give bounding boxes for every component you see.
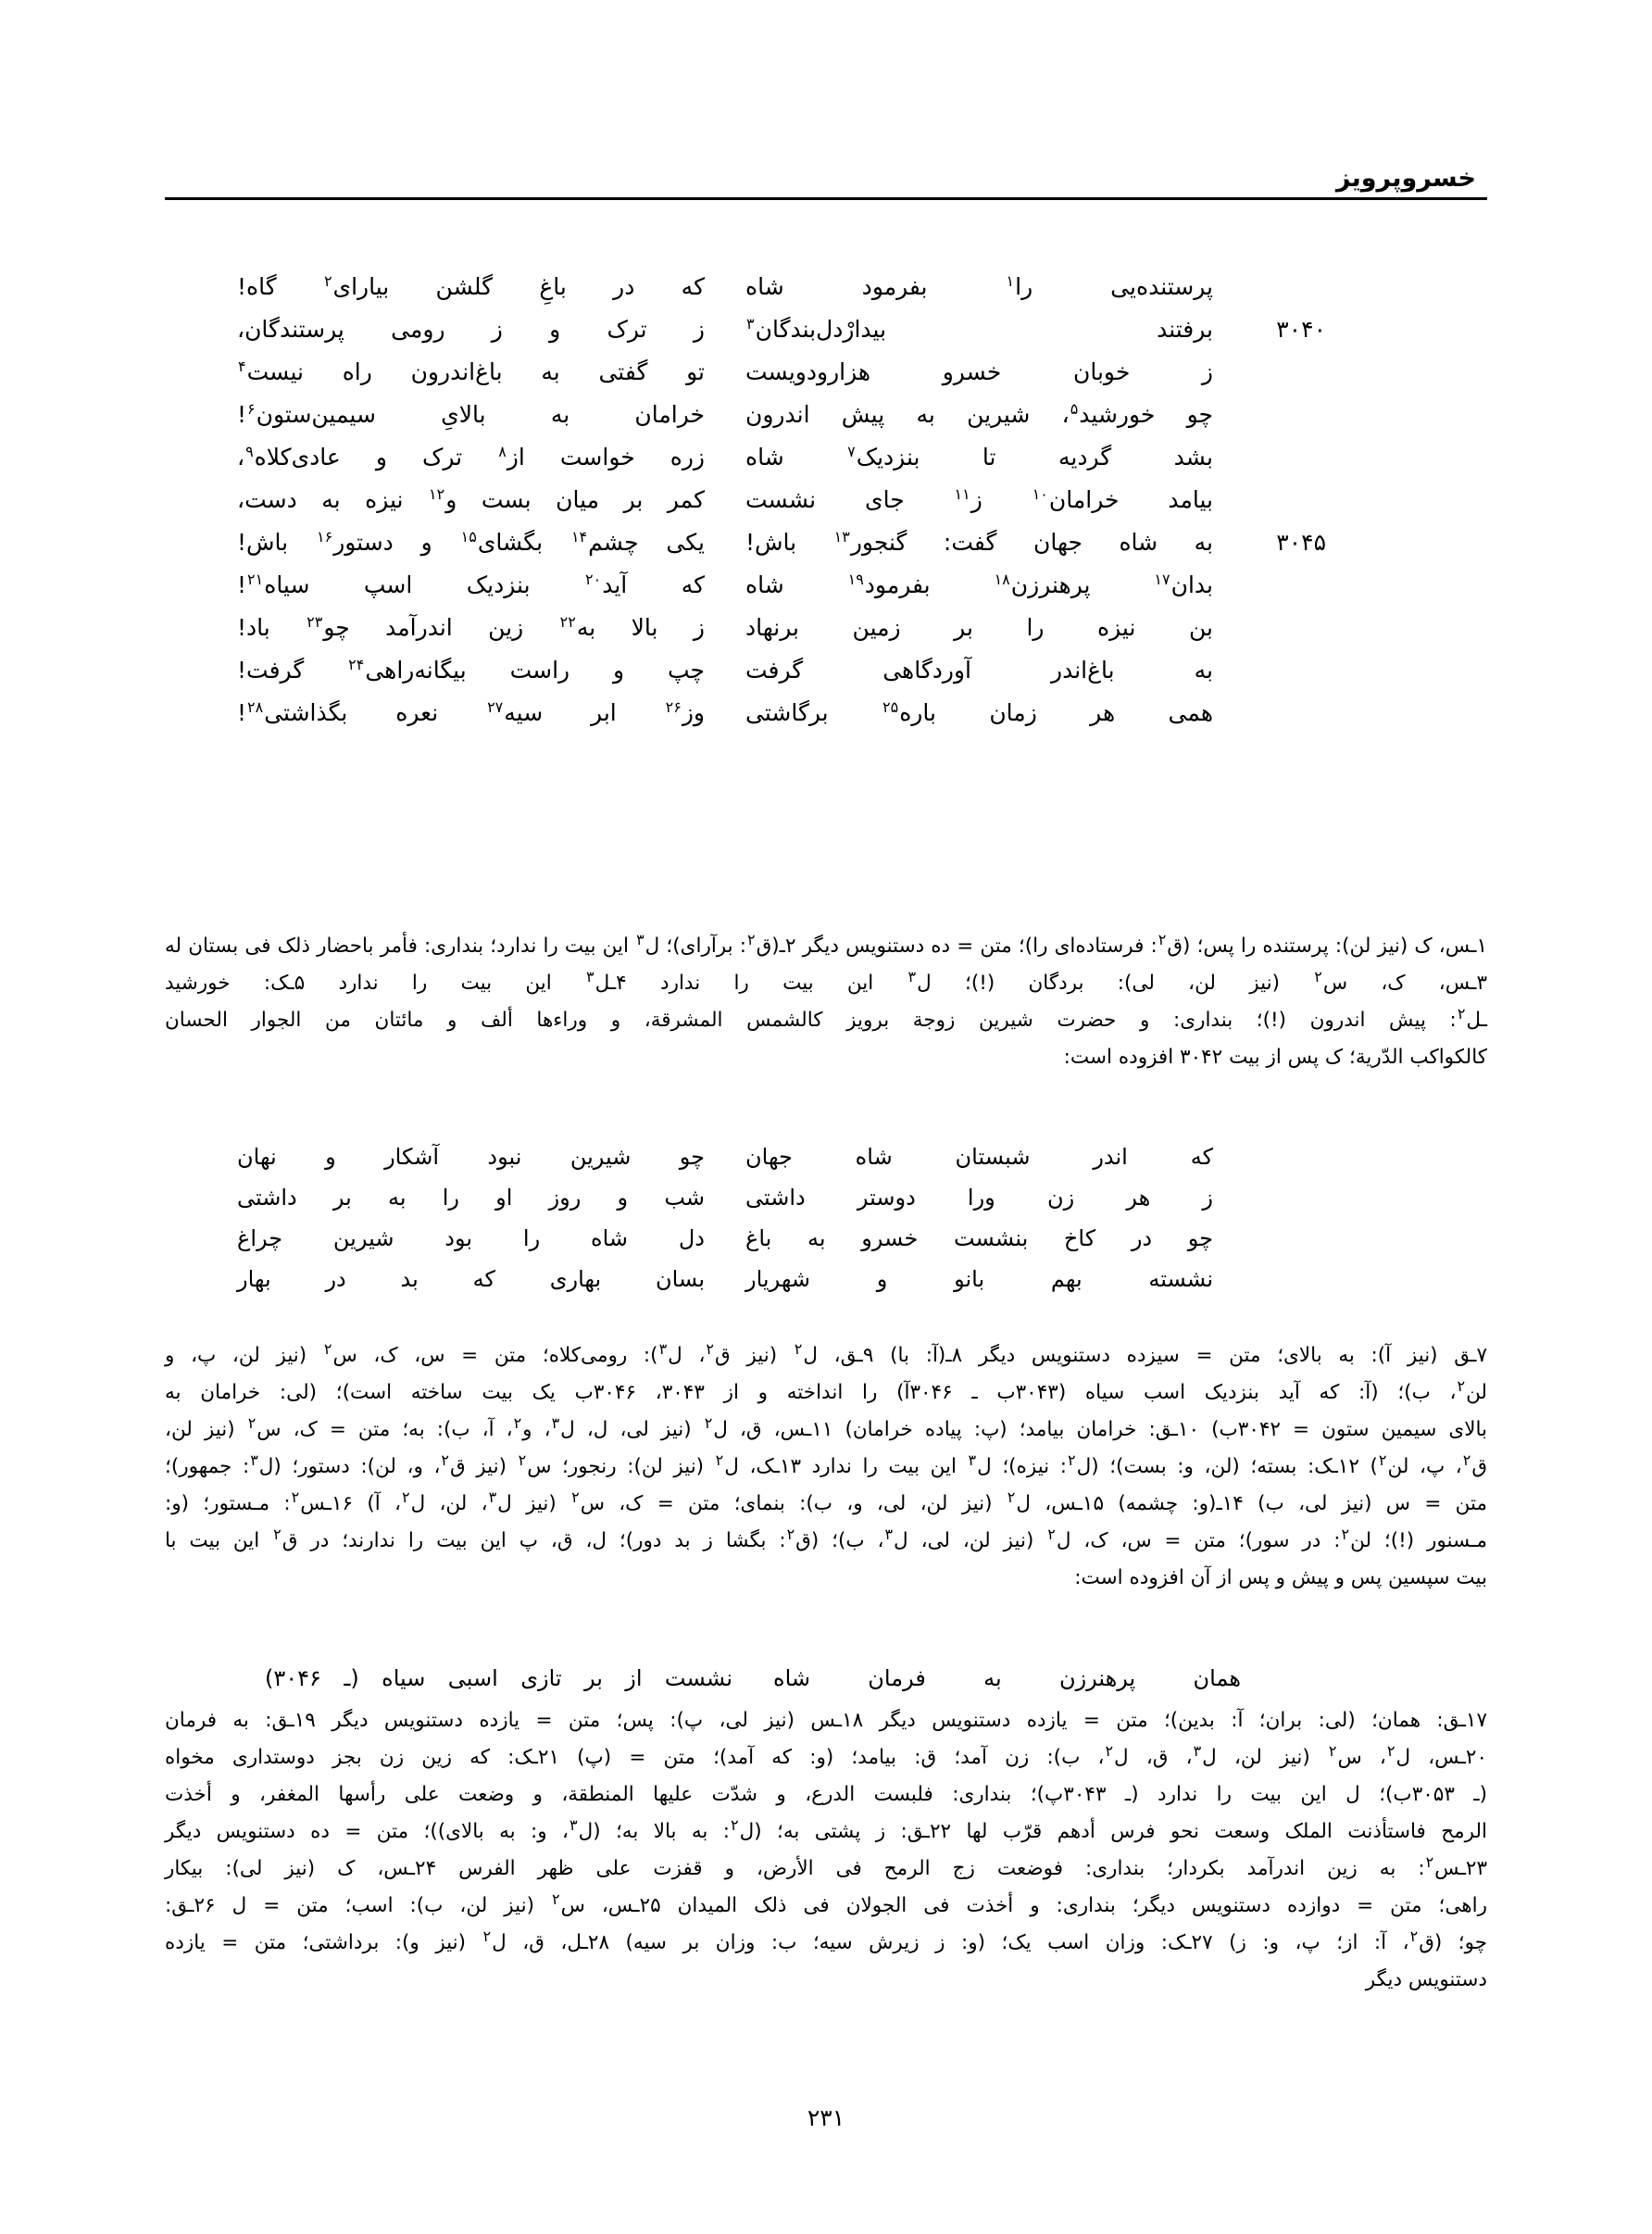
hemistich-left: کمر بر میان بست و$^{۱۲}$ نیزه به دست، xyxy=(237,484,706,513)
page-number: ۲۳۱ xyxy=(807,2104,845,2131)
bayt-number: ۳۰۴۵ xyxy=(1276,529,1326,556)
apparatus-note-line: دستنویس دیگر xyxy=(1365,1968,1487,1991)
hemistich-right: به شاه جهان گفت: گنجور$^{۱۳}$ باش! ۳۰۴۵ xyxy=(714,522,1213,563)
verse-line xyxy=(237,1260,1213,1300)
verse-line xyxy=(237,267,1213,309)
verse-line xyxy=(237,1219,1213,1260)
apparatus-note-line: (ـ ۳۰۵۳ب)؛ ل این بیت را ندارد (ـ ۳۰۴۳پ)؛ بنداری: فلبست الدرع، و شدّت علیها المنطقة، و وضعت علی رأسها المغفر، و أخذت xyxy=(165,1783,1487,1806)
verse-line xyxy=(237,565,1213,608)
hemistich-left: ز بالا به$^{۲۲}$ زین اندرآمد چو$^{۲۳}$ باد! xyxy=(237,612,705,641)
apparatus-note-line: ـل$^۲$: پیش اندرون (!)؛ بنداری: و حضرت شیرین زوجة برویز کالشمس المشرقة، و وراءها ألف و مائتان من الجوار الحسان xyxy=(165,1004,1487,1032)
hemistich-left: ز ترک و ز رومی پرستندگان، xyxy=(237,316,705,343)
quoted-single-verse xyxy=(265,1658,1241,1701)
hemistich-right: بدان$^{۱۷}$ پرهنرزن$^{۱۸}$ بفرمود$^{۱۹}$ شاه xyxy=(745,570,1213,598)
hemistich-left: شب و روز او را به بر داشتی xyxy=(237,1185,705,1211)
hemistich-left: چو شیرین نبود آشکار و نهان xyxy=(237,1144,705,1170)
hemistich-left: نشست از بر تازی اسبی سیاه (ـ ۳۰۴۶) xyxy=(265,1665,732,1691)
apparatus-note-line: لن$^۲$، ب)؛ (آ: که آید بنزدیک اسب سیاه (۳۰۴۳ب ـ ۳۰۴۶آ) را انداخته و از ۳۰۴۳، ۳۰۴۶ب یک بیت ساخته است)؛ (لی: خرامان به xyxy=(165,1376,1487,1404)
hemistich-right: بیامد خرامان$^{۱۰}$ ز$^{۱۱}$ جای نشست xyxy=(745,484,1213,513)
hemistich-right: برفتند بیدارْدل‌بندگان$^۳$ ۳۰۴۰ xyxy=(714,309,1213,350)
apparatus-block-2 xyxy=(165,1337,1487,1597)
hemistich-left: که در باغِ گلشن بیارای$^۲$ گاه! xyxy=(237,271,705,300)
apparatus-note-line: راهی؛ متن = دوازده دستنویس دیگر؛ بنداری: و أخذت فی الجولان فی ذلک المیدان ۲۵ـس، س$^۲$ (نیز لن، ب): اسب؛ متن = ل ۲۶ـق: xyxy=(165,1889,1488,1917)
apparatus-note-line: مـسنور (!)؛ لن$^۲$: در سور)؛ متن = س، ک، ل$^۲$ (نیز لن، لی، ل$^۳$، ب)؛ (ق$^۲$: بگشا ز بد دور)؛ ل، ق، پ این بیت را ندارند؛ در ق$^۲$ این بیت با xyxy=(165,1525,1488,1552)
verse-line xyxy=(237,1137,1213,1178)
hemistich-left: چپ و راست بیگانه‌راهی$^{۲۴}$ گرفت! xyxy=(237,655,705,684)
verse-line xyxy=(237,395,1213,437)
bayt-number: ۳۰۴۰ xyxy=(1276,316,1326,343)
apparatus-block-1 xyxy=(165,928,1487,1076)
apparatus-note-line: الرمح فاستأذنت الملک وسعت نحو فرس أدهم قرّب لها ۲۲ـق: ز پشتی به؛ (ل$^۲$: به بالا به؛ (ل$^۳$، و: به بالای))؛ متن = ده دستنویس دیگر xyxy=(165,1815,1487,1843)
hemistich-left: وز$^{۲۶}$ ابر سیه$^{۲۷}$ نعره بگذاشتی$^{۲۸}$! xyxy=(237,697,705,726)
hemistich-left: که آید$^{۲۰}$ بنزدیک اسپ سیاه$^{۲۱}$! xyxy=(237,570,705,598)
verse-line xyxy=(237,480,1213,522)
apparatus-note-line: ۱ـس، ک (نیز لن): پرستنده را پس؛ (ق$^۲$: فرستاده‌ای را)؛ متن = ده دستنویس دیگر ۲ـ(ق$^۲$: برآرای)؛ ل$^۳$ این بیت را ندارد؛ بنداری: فأمر باحضار ذلک فی بستان له ۳ـس، ک، س$^۲$ (نیز لن، لی): بردگان (!)؛ ل$^۳$ این بیت را ندارد ۴ـل$^۳$ این بیت را ندارد ۵ـک: خورشید xyxy=(165,930,1488,995)
verse-line xyxy=(237,522,1326,565)
verse-line xyxy=(237,1178,1213,1219)
verse-line xyxy=(237,608,1213,650)
apparatus-note-line: متن = س (نیز لی، ب) ۱۴ـ(و: چشمه) ۱۵ـس، ل$^۲$ (نیز لن، لی، و، ب): بنمای؛ متن = ک، س$^۲$ (نیز ل$^۳$، لن، ل$^۲$، آ) ۱۶ـس$^۲$: مـستور؛ (و: xyxy=(165,1487,1488,1515)
running-head-title: خسروپرویز xyxy=(1335,164,1476,193)
hemistich-right: چو خورشید$^۵$، شیرین به پیش اندرون xyxy=(745,399,1213,428)
apparatus-note-line: بیت سپسین پس و پیش و پس از آن افزوده است: xyxy=(1074,1566,1487,1589)
apparatus-note-line: ۲۳ـس$^۲$: به زین اندرآمد بکردار؛ بنداری: فوضعت زج الرمح فی الأرض، و قفزت علی ظهر الفرس ۲۴ـس، ک (نیز لی): بیکار xyxy=(165,1852,1487,1880)
apparatus-block-3 xyxy=(165,1702,1487,1999)
apparatus-note-line: ق$^۲$، پ، لن$^۲$) ۱۲ـک: بسته؛ (لن، و: بست)؛ (ل$^۲$: نیزه)؛ ل$^۳$ این بیت را ندارد ۱۳ـک، ل$^۲$ (نیز لن): رنجور؛ س$^۲$ (نیز ق$^۲$، و، لن): دستور؛ (ل$^۳$: جمهور)؛ xyxy=(165,1450,1487,1478)
hemistich-right: که اندر شبستان شاه جهان xyxy=(745,1144,1213,1170)
hemistich-left: خرامان به بالایِ سیمین‌ستون$^۶$! xyxy=(237,399,705,428)
hemistich-right: نشسته بهم بانو و شهریار xyxy=(745,1266,1213,1292)
verse-line xyxy=(237,437,1213,480)
verse-line xyxy=(237,693,1214,735)
verse-line xyxy=(237,309,1326,352)
main-verse-block xyxy=(237,267,1326,735)
hemistich-left: بسان بهاری که بد در بهار xyxy=(237,1266,705,1292)
hemistich-right: بن نیزه را بر زمین برنهاد xyxy=(745,614,1213,641)
hemistich-right: پرستنده‌یی را$^۱$ بفرمود شاه xyxy=(745,271,1213,300)
header-rule xyxy=(165,197,1487,200)
hemistich-right: همان پرهنرزن به فرمان شاه xyxy=(773,1665,1241,1691)
verse-line xyxy=(238,352,1213,395)
hemistich-right: ز خوبان خسرو هزارودویست xyxy=(745,358,1213,385)
apparatus-note-line: چو؛ (ق$^۲$، آ: از؛ پ، و: ز) ۲۷ـک: وزان اسب یک؛ (و: ز زیرش سیه؛ ب: وزان بر سیه) ۲۸ـل، ق، ل$^۲$ (نیز و): برداشتی؛ متن = یازده xyxy=(165,1927,1487,1954)
hemistich-right: بشد گردیه تا بنزدیک$^۷$ شاه xyxy=(745,442,1213,471)
apparatus-note-line: ۲۰ـس، ل$^۲$، س$^۲$ (نیز لن، ل$^۳$، ق، ل$^۲$، ب): زن آمد؛ ق: بیامد؛ (و: که آمد)؛ متن = (پ) ۲۱ـک: که زین زن بجز دوستداری مخواه xyxy=(165,1741,1487,1769)
hemistich-left: تو گفتی به باغ‌اندرون راه نیست$^۴$ xyxy=(238,357,705,385)
apparatus-note-line: ۷ـق (نیز آ): به بالای؛ متن = سیزده دستنویس دیگر ۸ـ(آ: با) ۹ـق، ل$^۲$ (نیز ق$^۲$، ل$^۳$): رومی‌کلاه؛ متن = س، ک، س$^۲$ (نیز لن، پ، و xyxy=(165,1339,1488,1367)
inserted-verse-block xyxy=(237,1137,1213,1300)
hemistich-right: به باغ‌اندر آوردگاهی گرفت xyxy=(745,657,1213,684)
hemistich-right: ز هر زن ورا دوستر داشتی xyxy=(745,1185,1213,1211)
running-head xyxy=(165,165,1487,200)
apparatus-note-line: بالای سیمین ستون = ۳۰۴۲ب) ۱۰ـق: خرامان بیامد؛ (پ: پیاده خرامان) ۱۱ـس، ق، ل$^۲$ (نیز لی، ل، ل$^۳$، و$^۲$، آ، ب): به؛ متن = ک، س$^۲$ (نیز لن، xyxy=(165,1413,1488,1441)
apparatus-note-line: ۱۷ـق: همان؛ (لی: بران؛ آ: بدین)؛ متن = یازده دستنویس دیگر ۱۸ـس (نیز لی، پ): پس؛ متن = یازده دستنویس دیگر ۱۹ـق: به فرمان xyxy=(165,1709,1487,1732)
hemistich-left: دل شاه را بود شیرین چراغ xyxy=(237,1225,705,1251)
hemistich-right: همی هر زمان باره$^{۲۵}$ برگاشتی xyxy=(745,697,1214,726)
verse-line xyxy=(237,650,1213,693)
hemistich-left: یکی چشم$^{۱۴}$ بگشای$^{۱۵}$ و دستور$^{۱۶}$ باش! xyxy=(237,527,706,556)
hemistich-left: زره خواست از$^۸$ ترک و عادی‌کلاه$^۹$، xyxy=(237,442,705,471)
hemistich-right: چو در کاخ بنشست خسرو به باغ xyxy=(745,1225,1213,1251)
apparatus-note-line: کالکواکب الدّریة؛ ک پس از بیت ۳۰۴۲ افزوده است: xyxy=(1063,1046,1487,1069)
